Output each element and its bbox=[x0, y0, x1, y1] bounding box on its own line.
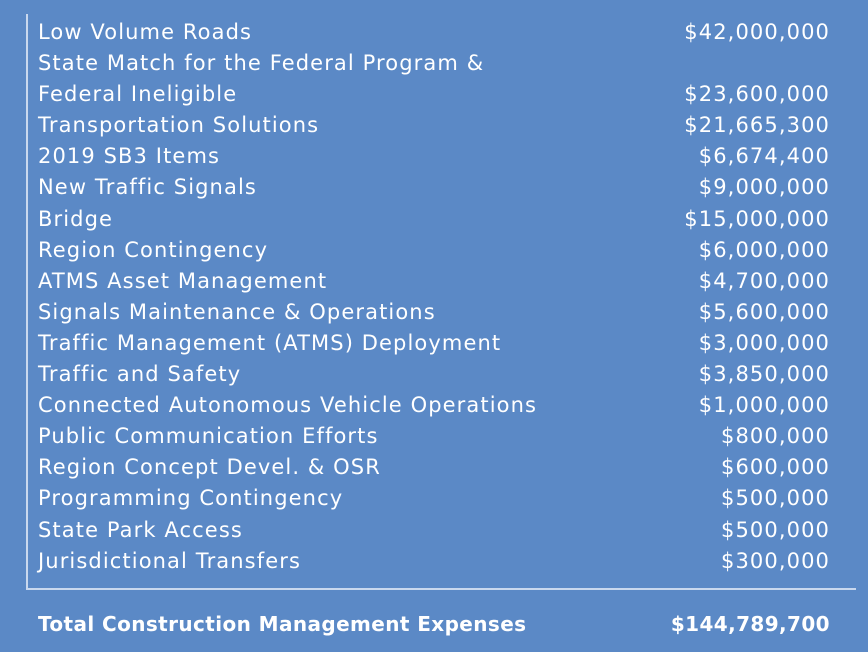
expense-label: Bridge bbox=[38, 206, 114, 231]
expense-label: Connected Autonomous Vehicle Operations bbox=[38, 393, 538, 418]
expense-list bbox=[38, 20, 830, 580]
total-amount: $144,789,700 bbox=[670, 612, 830, 636]
expense-label: Federal Ineligible bbox=[38, 82, 238, 107]
expense-row bbox=[38, 331, 830, 362]
expense-amount: $21,665,300 bbox=[684, 113, 830, 138]
expense-row bbox=[38, 424, 830, 455]
expense-row bbox=[38, 549, 830, 580]
expense-row bbox=[38, 393, 830, 424]
expense-amount: $23,600,000 bbox=[684, 82, 830, 107]
expense-amount: $600,000 bbox=[720, 455, 830, 480]
expense-amount: $3,850,000 bbox=[698, 362, 830, 387]
total-label: Total Construction Management Expenses bbox=[38, 612, 527, 636]
expense-amount: $5,600,000 bbox=[698, 299, 830, 324]
expense-row bbox=[38, 455, 830, 486]
left-border-line bbox=[26, 14, 28, 589]
expense-amount: $4,700,000 bbox=[698, 268, 830, 293]
expense-label: Jurisdictional Transfers bbox=[38, 548, 302, 573]
expense-amount: $500,000 bbox=[720, 517, 830, 542]
expense-row bbox=[38, 300, 830, 331]
expense-row bbox=[38, 518, 830, 549]
expense-label: State Match for the Federal Program & bbox=[38, 51, 485, 76]
expense-amount: $300,000 bbox=[720, 548, 830, 573]
expense-amount: $42,000,000 bbox=[684, 20, 830, 44]
total-divider-line bbox=[26, 588, 856, 590]
expense-label: ATMS Asset Management bbox=[38, 268, 328, 293]
expense-amount: $3,000,000 bbox=[698, 330, 830, 355]
expense-label: Public Communication Efforts bbox=[38, 424, 379, 449]
expense-row bbox=[38, 362, 830, 393]
expense-row bbox=[38, 207, 830, 238]
expense-amount: $15,000,000 bbox=[684, 206, 830, 231]
expense-row bbox=[38, 486, 830, 517]
expense-label: Region Concept Devel. & OSR bbox=[38, 455, 381, 480]
expense-amount: $500,000 bbox=[720, 486, 830, 511]
expense-label: Low Volume Roads bbox=[38, 20, 253, 44]
expense-row bbox=[38, 175, 830, 206]
expense-row bbox=[38, 144, 830, 175]
expense-row bbox=[38, 51, 830, 82]
expense-label: Traffic Management (ATMS) Deployment bbox=[38, 330, 502, 355]
expense-label: Traffic and Safety bbox=[38, 362, 242, 387]
expense-label: New Traffic Signals bbox=[38, 175, 257, 200]
expense-row bbox=[38, 82, 830, 113]
expense-label: Region Contingency bbox=[38, 237, 269, 262]
expense-amount: $9,000,000 bbox=[698, 175, 830, 200]
expense-label: State Park Access bbox=[38, 517, 243, 542]
expense-label: Signals Maintenance & Operations bbox=[38, 299, 436, 324]
expense-amount: $800,000 bbox=[720, 424, 830, 449]
expense-row bbox=[38, 113, 830, 144]
expense-row bbox=[38, 269, 830, 300]
expense-row bbox=[38, 20, 830, 51]
expense-label: 2019 SB3 Items bbox=[38, 144, 221, 169]
total-row bbox=[38, 612, 830, 636]
expense-label: Transportation Solutions bbox=[38, 113, 320, 138]
expense-amount: $1,000,000 bbox=[698, 393, 830, 418]
expense-label: Programming Contingency bbox=[38, 486, 344, 511]
expense-amount: $6,000,000 bbox=[698, 237, 830, 262]
expense-amount: $6,674,400 bbox=[698, 144, 830, 169]
expense-row bbox=[38, 238, 830, 269]
